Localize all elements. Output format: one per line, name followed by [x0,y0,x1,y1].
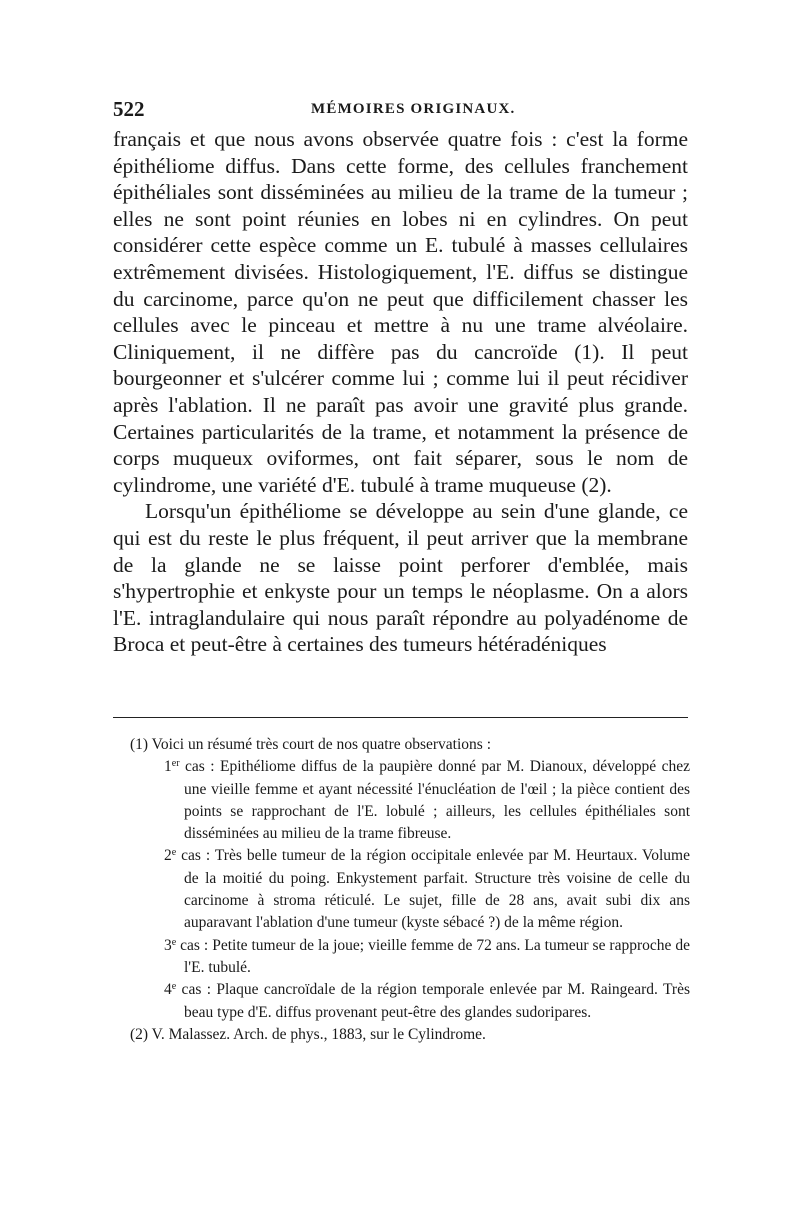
footnote-divider [113,717,688,718]
footnote-case-2 [150,845,690,934]
footnote-2: (2) V. Malassez. Arch. de phys., 1883, sur le Cylindrome. [130,1025,486,1043]
case-2-ordinal: e [171,847,177,859]
body-paragraph-1: français et que nous avons observée quatre fois : c'est la forme épithéliome diffus. Dans cette forme, des cellules franchement épithéliales sont disséminées au milieu de la trame de la tumeur ; elles ne sont point réunies en lobes ni en cylindres. On peut considérer cette espèce comme un E. tubulé à masses cellulaires extrêmement divisées. Histologiquement, l'E. diffus se distingue du carcinome, parce qu'on ne peut que difficilement chasser les cellules avec le pinceau et mettre à nu une trame alvéolaire. Cliniquement, il ne diffère pas du cancroïde (1). Il peut bourgeonner et s'ulcérer comme lui ; comme lui il peut récidiver après l'ablation. Il ne paraît pas avoir une gravité plus grande. Certaines particularités de la trame, et notamment la présence de corps muqueux oviformes, ont fait séparer, sous le nom de cylindrome, une variété d'E. tubulé à trame muqueuse (2). [113,127,688,497]
running-head [113,97,688,123]
page-number: 522 [113,97,145,121]
footnote-case-4 [150,979,690,1024]
case-4-number: 4 [164,981,172,999]
case-3-ordinal: e [171,936,177,948]
running-title: MÉMOIRES ORIGINAUX. [311,101,516,117]
case-1-text: cas : Epithéliome diffus de la paupière donné par M. Dianoux, développé chez une vieille femme et ayant nécessité l'énucléation de l'œil ; la pièce contient des points se rapprochant de l'E. lobulé ; ailleurs, les cellules épithéliales sont disséminées au milieu de la trame fibreuse. [179,758,690,843]
case-2-number: 2 [164,847,172,865]
footnote-case-3 [150,935,690,980]
case-3-text: cas : Petite tumeur de la joue; vieille femme de 72 ans. La tumeur se rapproche de l'E. tubulé. [176,936,690,976]
case-4-text: cas : Plaque cancroïdale de la région temporale enlevée par M. Raingeard. Très beau type d'E. diffus provenant peut-être des glandes sudoripares. [176,981,690,1021]
case-1-ordinal: er [171,758,180,770]
body-text [113,126,688,658]
body-paragraph-2: Lorsqu'un épithéliome se développe au sein d'une glande, ce qui est du reste le plus fréquent, il peut arriver que la membrane de la glande ne se laisse point perforer d'emblée, mais s'hypertrophie et enkyste pour un temps le néoplasme. On a alors l'E. intraglandulaire qui nous paraît répondre au polyadénome de Broca et peut-être à certaines des tumeurs hétéradéniques [113,499,688,657]
footnote-1-intro: (1) Voici un résumé très court de nos quatre observations : [130,736,492,753]
footnotes [130,734,690,1046]
case-3-number: 3 [164,936,172,954]
footnote-case-1 [150,756,690,845]
case-1-number: 1 [164,758,172,776]
case-2-text: cas : Très belle tumeur de la région occipitale enlevée par M. Heurtaux. Volume de la moitié du poing. Enkystement parfait. Structure très voisine de celle du carcinome à stroma réticulé. Le sujet, fille de 28 ans, avait subi dix ans auparavant l'ablation d'une tumeur (kyste sébacé ?) de la même région. [176,847,690,932]
case-4-ordinal: e [171,981,177,993]
